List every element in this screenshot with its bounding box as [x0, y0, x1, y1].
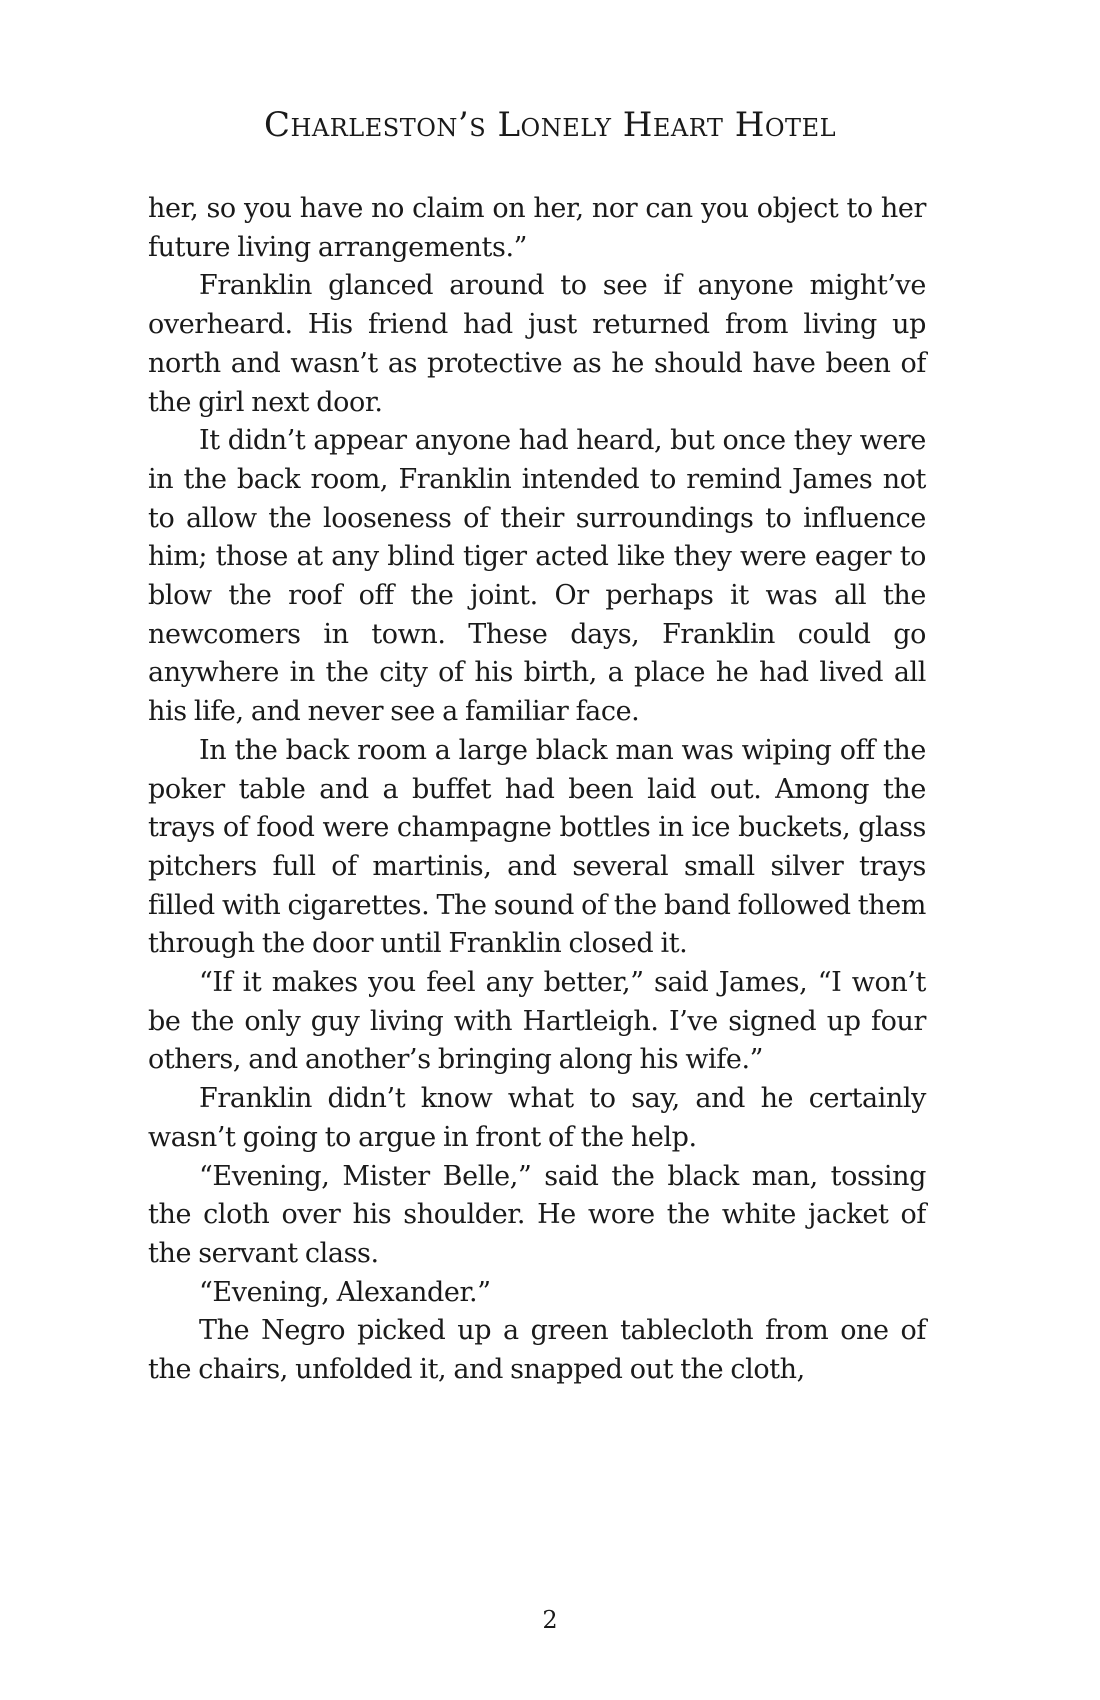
paragraph: In the back room a large black man was wiping off the poker table and a buffet had been laid out. Among the trays of food were champagne bottles in ice buckets, glass pitchers full of martinis, and several small silver trays filled with cigarettes. The sound of the band followed them through the door until Franklin closed it.: [148, 734, 926, 960]
running-head: Charleston’s Lonely Heart Hotel: [263, 105, 837, 145]
paragraph: It didn’t appear anyone had heard, but once they were in the back room, Franklin intended to remind James not to allow the looseness of their surroundings to influence him; those at any blind tiger acted like they were eager to blow the roof off the joint. Or perhaps it was all the newcomers in town. These days, Franklin could go anywhere in the city of his birth, a place he had lived all his life, and never see a familiar face.: [148, 425, 926, 728]
body-text: [148, 190, 926, 1390]
paragraph: Franklin glanced around to see if anyone might’ve overheard. His friend had just returned from living up north and wasn’t as protective as he should have been of the girl next door.: [148, 270, 926, 418]
page-number: 2: [542, 1606, 558, 1634]
paragraph: “Evening, Alexander.”: [199, 1276, 491, 1308]
paragraph: “Evening, Mister Belle,” said the black man, tossing the cloth over his shoulder. He wore the white jacket of the servant class.: [148, 1160, 926, 1269]
paragraph: Franklin didn’t know what to say, and he certainly wasn’t going to argue in front of the help.: [148, 1083, 926, 1153]
paragraph: her, so you have no claim on her, nor can you object to her future living arrangements.”: [148, 193, 926, 263]
paragraph: “If it makes you feel any better,” said James, “I won’t be the only guy living with Hartleigh. I’ve signed up four others, and another’s bringing along his wife.”: [148, 967, 926, 1076]
paragraph: The Negro picked up a green tablecloth from one of the chairs, unfolded it, and snapped out the cloth,: [148, 1315, 926, 1386]
